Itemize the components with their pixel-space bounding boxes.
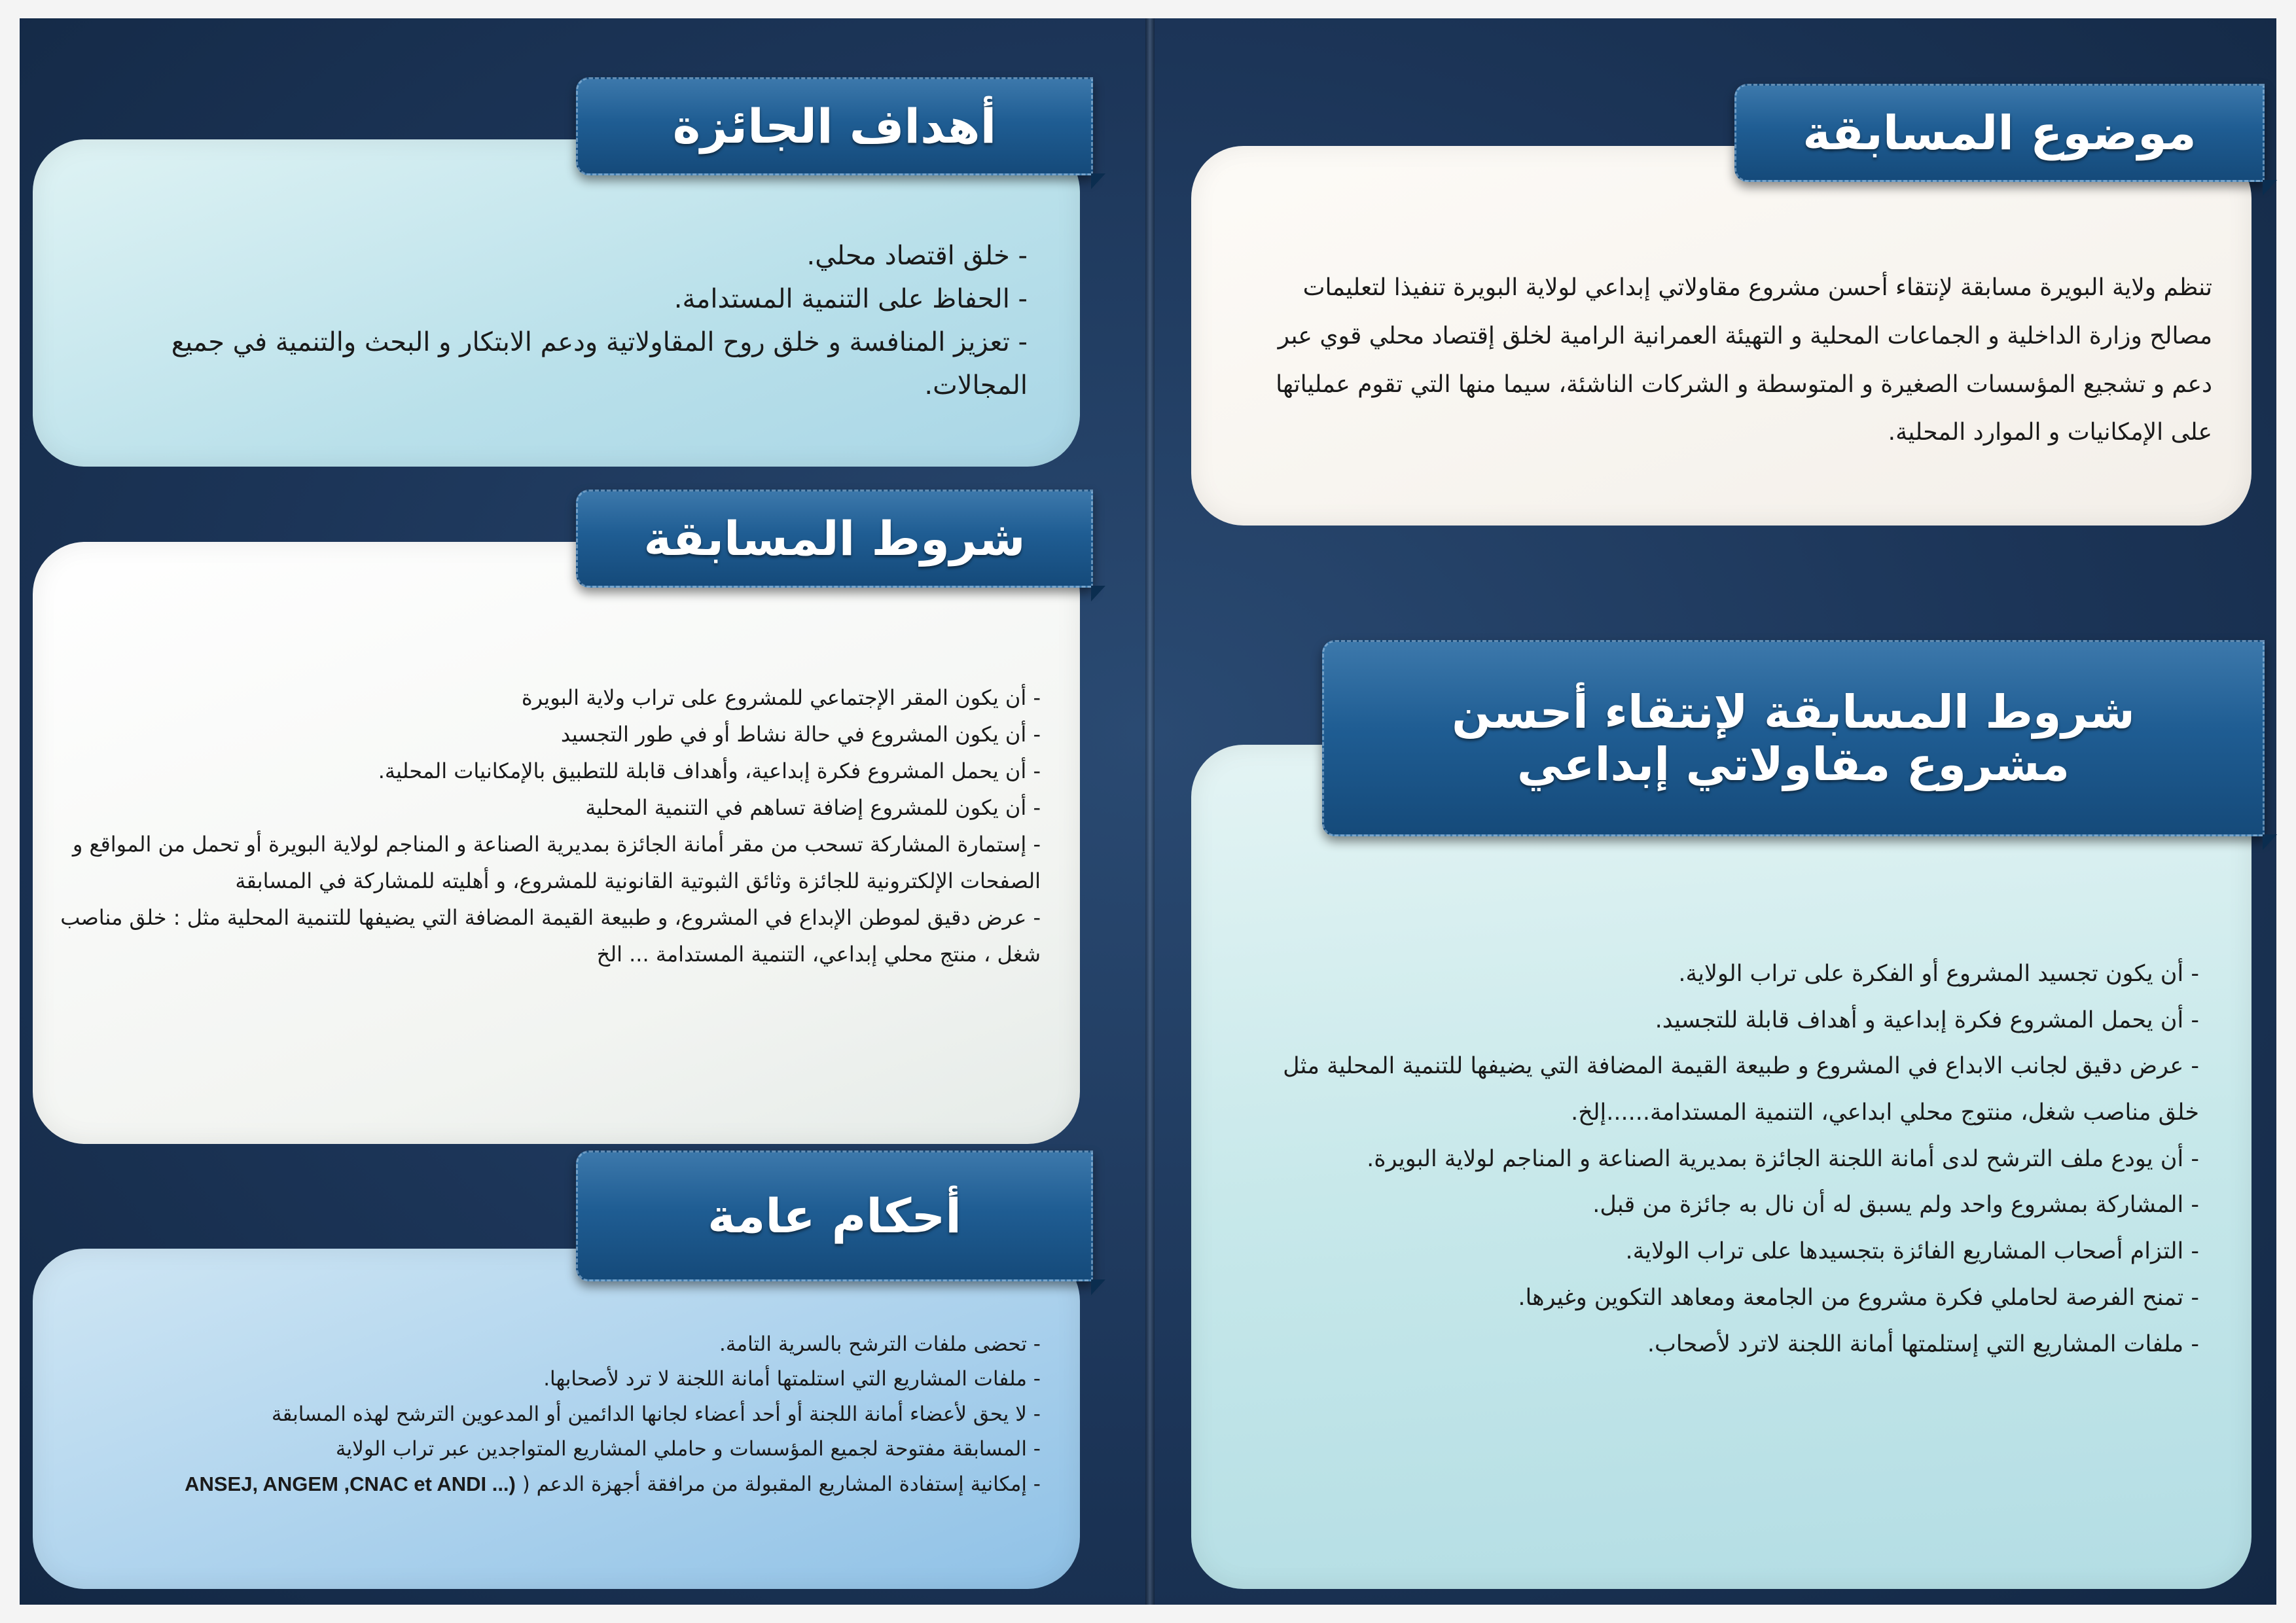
best-project-ribbon [1322, 640, 2265, 836]
subject-paragraph-box [1244, 264, 2212, 457]
subject-title: موضوع المسابقة [1803, 105, 2197, 160]
conditions-item: - أن يكون المشروع في حالة نشاط أو في طور التجسيد [59, 716, 1041, 753]
general-title: أحكام عامة [708, 1188, 961, 1243]
subject-paragraph: تنظم ولاية البويرة مسابقة لإنتقاء أحسن مشروع مقاولاتي إبداعي لولاية البويرة تنفيذا لتعليمات مصالح وزارة الداخلية و الجماعات المحلية و التهيئة العمرانية الرامية لخلق إقتصاد محلي قوي عبر دعم و تشجيع المؤسسات الصغيرة و المتوسطة و الشركات الناشئة، سيما منها التي تقوم عملياتها على الإمكانيات و الموارد المحلية. [1276, 274, 2212, 446]
goals-list [137, 234, 1028, 407]
best-project-item: - أن يحمل المشروع فكرة إبداعية و أهداف قابلة للتجسيد. [1250, 997, 2199, 1044]
subject-ribbon [1734, 84, 2265, 182]
conditions-title: شروط المسابقة [643, 511, 1026, 566]
goals-ribbon [576, 77, 1093, 175]
general-item-support-text: إمكانية إستفادة المشاريع المقبولة من مرافقة أجهزة الدعم ( [522, 1472, 1027, 1497]
conditions-item: - إستمارة المشاركة تسحب من مقر أمانة الجائزة بمديرية الصناعة و المناجم لولاية البويرة أو تحمل من المواقع و الصفحات الإلكترونية للجائزة وثائق الثبوتية القانونية للمشروع، و أهليته للمشاركة في المسابقة [59, 826, 1041, 899]
best-project-title-line2: مشروع مقاولاتي إبداعي [1516, 738, 2070, 791]
best-project-item: - أن يكون تجسيد المشروع أو الفكرة على تراب الولاية. [1250, 951, 2199, 997]
center-fold [1145, 18, 1155, 1605]
general-item: - تحضى ملفات الترشح بالسرية التامة. [59, 1327, 1041, 1362]
best-project-item: - تمنح الفرصة لحاملي فكرة مشروع من الجامعة ومعاهد التكوين وغيرها. [1250, 1275, 2199, 1321]
goals-item: - الحفاظ على التنمية المستدامة. [137, 277, 1028, 321]
best-project-item: - أن يودع ملف الترشح لدى أمانة اللجنة الجائزة بمديرية الصناعة و المناجم لولاية البويرة. [1250, 1136, 2199, 1183]
brochure-sheet [20, 18, 2276, 1605]
best-project-item: - المشاركة بمشروع واحد ولم يسبق له أن نال به جائزة من قبل. [1250, 1182, 2199, 1228]
general-item: - ملفات المشاريع التي استلمتها أمانة اللجنة لا ترد لأصحابها. [59, 1362, 1041, 1397]
general-ribbon [576, 1150, 1093, 1281]
goals-item: - تعزيز المنافسة و خلق روح المقاولاتية ودعم الابتكار و البحث والتنمية في جميع المجالات. [137, 321, 1028, 407]
best-project-item: - عرض دقيق لجانب الابداع في المشروع و طبيعة القيمة المضافة التي يضيفها للتنمية المحلية مثل خلق مناصب شغل، منتوج محلي ابداعي، التنمية المستدامة......إلخ. [1250, 1043, 2199, 1135]
best-project-list [1250, 951, 2199, 1367]
goals-item: - خلق اقتصاد محلي. [137, 234, 1028, 277]
general-item-support [59, 1467, 1041, 1502]
best-project-title-line1: شروط المسابقة لإنتقاء أحسن [1452, 685, 2135, 739]
general-item: - المسابقة مفتوحة لجميع المؤسسات و حاملي المشاريع المتواجدين عبر تراب الولاية [59, 1432, 1041, 1467]
conditions-item: - أن يكون للمشروع إضافة تساهم في التنمية المحلية [59, 789, 1041, 826]
goals-title: أهداف الجائزة [672, 99, 997, 154]
conditions-item: - أن يحمل المشروع فكرة إبداعية، وأهداف قابلة للتطبيق بالإمكانيات المحلية. [59, 753, 1041, 789]
conditions-item: - عرض دقيق لموطن الإبداع في المشروع، و طبيعة القيمة المضافة التي يضيفها للتنمية المحلية مثل : خلق مناصب شغل ، منتج محلي إبداعي، التنمية المستدامة ... الخ [59, 899, 1041, 972]
general-item: - لا يحق لأعضاء أمانة اللجنة أو أحد أعضاء لجانها الدائمين أو المدعوين الترشح لهذه المسابقة [59, 1397, 1041, 1432]
support-agencies: ANSEJ, ANGEM ,CNAC et ANDI ...) [185, 1472, 516, 1496]
best-project-item: - ملفات المشاريع التي إستلمتها أمانة اللجنة لاترد لأصحاب. [1250, 1321, 2199, 1368]
general-list [59, 1327, 1041, 1503]
conditions-ribbon [576, 490, 1093, 588]
conditions-list [59, 679, 1041, 972]
best-project-item: - التزام أصحاب المشاريع الفائزة بتجسيدها على تراب الولاية. [1250, 1228, 2199, 1275]
conditions-item: - أن يكون المقر الإجتماعي للمشروع على تراب ولاية البويرة [59, 679, 1041, 716]
